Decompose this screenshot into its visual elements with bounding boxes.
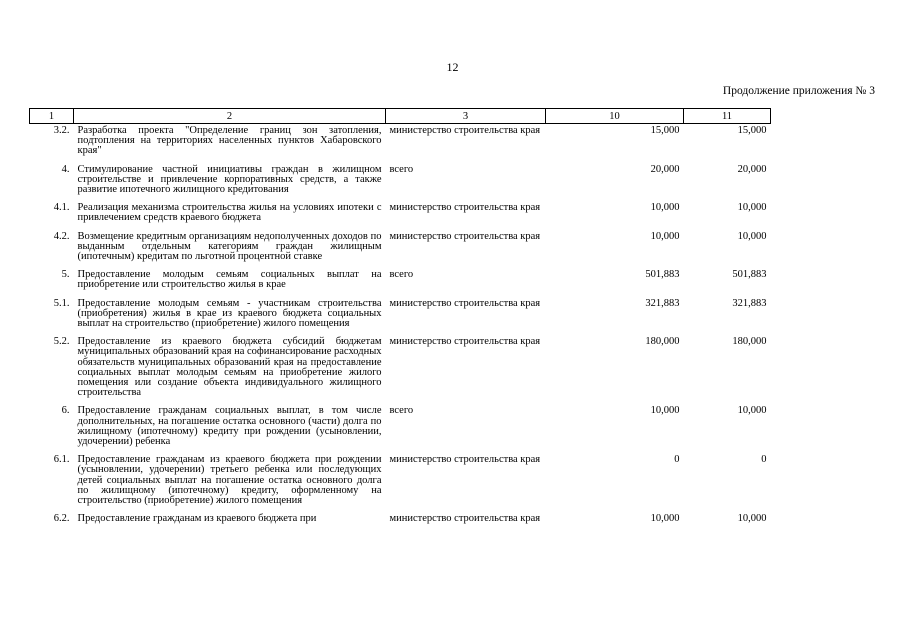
row-executor: всего xyxy=(389,405,414,417)
row-executor: министерство строительства края xyxy=(389,336,541,348)
row-executor: министерство строительства края xyxy=(389,230,541,242)
row-value-10: 180,000 xyxy=(645,336,680,348)
row-number: 4. xyxy=(61,163,70,175)
row-value-10: 10,000 xyxy=(650,513,680,525)
table-row xyxy=(30,512,771,530)
row-activity-name: Предоставление из краевого бюджета субсидий бюджетам муниципальных образований края на софинансирование расходных обязательств муниципальных образований края на предоставление социальных выплат молодым семьям на приобретение жилого помещения или создание объекта индивидуального жилищного строительства xyxy=(77,336,382,399)
row-value-10: 0 xyxy=(674,454,680,466)
row-activity-name: Предоставление гражданам социальных выплат, в том числе дополнительных, на погашение остатка основного (части) долга по жилищному (ипотечному) кредиту при рождении (усыновлении, удочерении) ребенка xyxy=(77,405,382,448)
row-value-11: 10,000 xyxy=(737,202,767,214)
row-activity-name: Реализация механизма строительства жилья на условиях ипотеки с привлечением средств краевого бюджета xyxy=(77,202,382,224)
row-value-10: 20,000 xyxy=(650,163,680,175)
row-value-11: 20,000 xyxy=(737,163,767,175)
appendix-caption: Продолжение приложения № 3 xyxy=(722,85,875,97)
page-number: 12 xyxy=(446,60,459,74)
row-executor: министерство строительства края xyxy=(389,297,541,309)
row-value-11: 10,000 xyxy=(737,405,767,417)
table-row xyxy=(30,163,771,202)
row-value-10: 321,883 xyxy=(645,297,680,309)
row-value-11: 321,883 xyxy=(732,297,767,309)
table-row xyxy=(30,268,771,296)
row-value-10: 501,883 xyxy=(645,269,680,281)
program-table xyxy=(29,108,771,531)
row-number: 3.2. xyxy=(53,125,70,136)
row-number: 6. xyxy=(61,405,70,417)
row-executor: министерство строительства края xyxy=(389,125,541,136)
row-executor: министерство строительства края xyxy=(389,454,541,466)
row-value-10: 10,000 xyxy=(650,202,680,214)
row-executor: министерство строительства края xyxy=(389,513,541,525)
row-number: 6.2. xyxy=(53,513,70,525)
row-value-11: 0 xyxy=(761,454,767,466)
row-activity-name: Предоставление гражданам из краевого бюджета при рождении (усыновлении, удочерении) третьего ребенка или последующих детей социальных выплат на погашение остатка основного долга по жилищному (ипотечному) кредиту, оформленному на строительство (приобретение) жилого помещения xyxy=(77,454,382,507)
row-number: 5.2. xyxy=(53,336,70,348)
table-row xyxy=(30,335,771,404)
row-number: 4.1. xyxy=(53,202,70,214)
row-value-10: 15,000 xyxy=(650,125,680,136)
row-executor: министерство строительства края xyxy=(389,202,541,214)
row-value-11: 180,000 xyxy=(732,336,767,348)
row-executor: всего xyxy=(389,163,414,175)
row-value-10: 10,000 xyxy=(650,405,680,417)
row-value-11: 15,000 xyxy=(737,125,767,136)
table-row xyxy=(30,124,771,163)
table-row xyxy=(30,453,771,512)
row-activity-name: Предоставление молодым семьям социальных выплат на приобретение или строительство жилья в крае xyxy=(77,269,382,291)
header-row xyxy=(30,109,771,124)
row-value-10: 10,000 xyxy=(650,230,680,242)
table-row xyxy=(30,230,771,269)
row-activity-name: Предоставление молодым семьям - участникам строительства (приобретения) жилья в крае из краевого бюджета социальных выплат на строительство (приобретение) жилого помещения xyxy=(77,297,382,330)
row-activity-name: Стимулирование частной инициативы граждан в жилищном строительстве и привлечение корпоративных средств, а также развитие ипотечного жилищного кредитования xyxy=(77,163,382,196)
row-number: 6.1. xyxy=(53,454,70,466)
column-header-name: 2 xyxy=(74,109,386,124)
row-number: 4.2. xyxy=(53,230,70,242)
row-activity-name: Разработка проекта "Определение границ зон затопления, подтопления на территориях населенных пунктов Хабаровского края" xyxy=(77,125,382,157)
table-row xyxy=(30,404,771,453)
column-header-year-11: 11 xyxy=(684,109,771,124)
column-header-executor: 3 xyxy=(386,109,546,124)
row-value-11: 501,883 xyxy=(732,269,767,281)
row-activity-name: Предоставление гражданам из краевого бюджета при xyxy=(77,513,317,525)
column-header-year-10: 10 xyxy=(546,109,684,124)
row-activity-name: Возмещение кредитным организациям недополученных доходов по выданным отдельным категориям граждан жилищным (ипотечным) кредитам по льготной процентной ставке xyxy=(77,230,382,263)
column-header-number: 1 xyxy=(30,109,74,124)
row-value-11: 10,000 xyxy=(737,230,767,242)
row-number: 5. xyxy=(61,269,70,281)
table-header xyxy=(30,109,771,124)
row-number: 5.1. xyxy=(53,297,70,309)
table-row xyxy=(30,297,771,336)
row-value-11: 10,000 xyxy=(737,513,767,525)
table-body xyxy=(30,124,771,531)
row-executor: всего xyxy=(389,269,414,281)
table-row xyxy=(30,201,771,229)
